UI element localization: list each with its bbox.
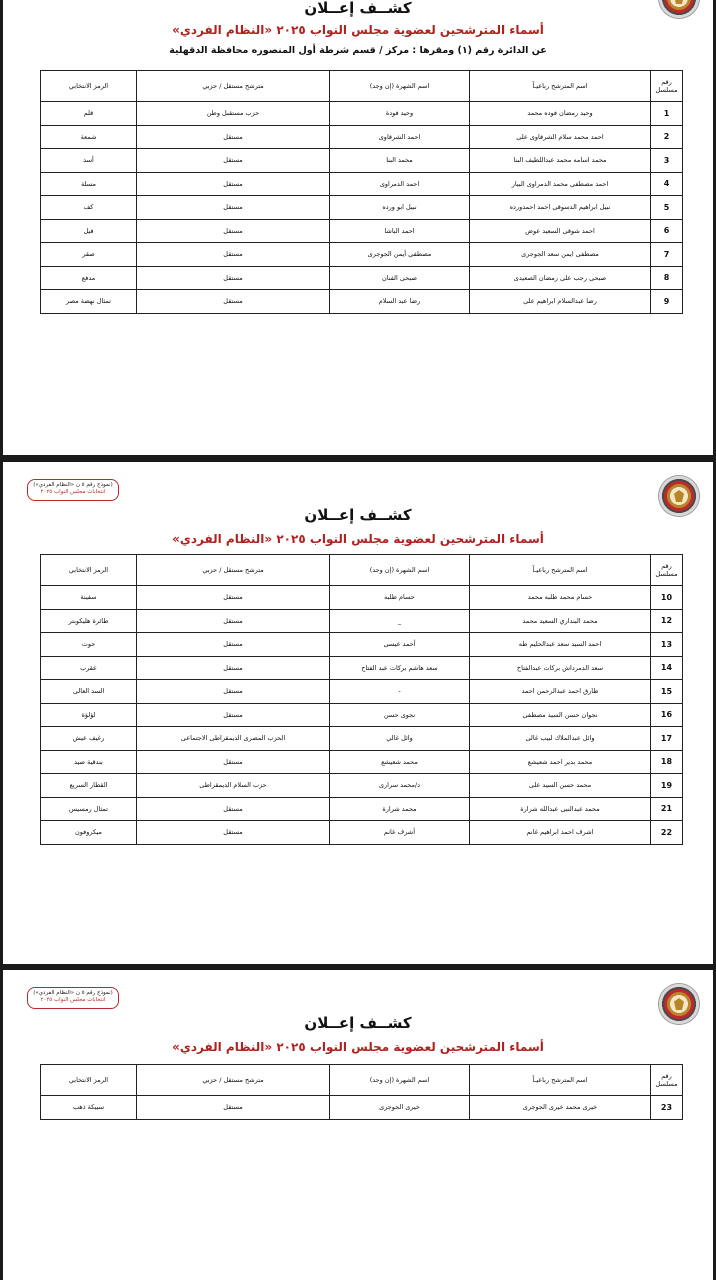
- popular-name-cell: محمد شعيشع: [330, 750, 470, 774]
- candidacy-type-cell: مستقل: [137, 196, 330, 220]
- popular-name-cell: رضا عبد السلام: [330, 290, 470, 314]
- candidate-name-cell: احمد شوقى السعيد عوض: [470, 219, 651, 243]
- sheet-title: كشــف إعــلان: [304, 1014, 412, 1032]
- election-symbol-cell: شمعة: [41, 125, 137, 149]
- popular-name-cell: احمد الشرقاوى: [330, 125, 470, 149]
- row-number-cell: 2: [651, 125, 683, 149]
- district-line: عن الدائرة رقم (١) ومقرها : مركز / قسم شرطة أول المنصوره محافظة الدقهلية: [169, 45, 547, 56]
- table-row: [41, 172, 683, 196]
- candidacy-type-cell: مستقل: [137, 149, 330, 173]
- table-row: [41, 290, 683, 314]
- candidate-name-cell: محمد حسن السيد على: [470, 774, 651, 798]
- election-symbol-cell: عقرب: [41, 656, 137, 680]
- popular-name-cell: أشرف غانم: [330, 821, 470, 845]
- row-number-cell: 13: [651, 633, 683, 657]
- col-fame-header: اسم الشهرة (إن وجد): [330, 1065, 470, 1096]
- election-symbol-cell: بندقية صيد: [41, 750, 137, 774]
- election-symbol-cell: ميكروفون: [41, 821, 137, 845]
- candidacy-type-cell: مستقل: [137, 219, 330, 243]
- col-num-header: رقم مسلسل: [651, 1065, 683, 1096]
- sheet-title: كشــف إعــلان: [304, 506, 412, 524]
- sheet-title: كشــف إعــلان: [304, 0, 412, 17]
- popular-name-cell: سعد هاشم بركات عبد الفتاح: [330, 656, 470, 680]
- candidate-name-cell: صبحى رجب على رمضان الصعيدى: [470, 266, 651, 290]
- form-number-box: [27, 987, 119, 1009]
- table-header-row: [41, 555, 683, 586]
- candidacy-type-cell: مستقل: [137, 680, 330, 704]
- candidate-name-cell: اشرف احمد ابراهيم غانم: [470, 821, 651, 845]
- candidacy-type-cell: مستقل: [137, 750, 330, 774]
- candidacy-type-cell: مستقل: [137, 703, 330, 727]
- candidate-name-cell: رضا عبدالسلام ابراهيم على: [470, 290, 651, 314]
- table-header-row: [41, 71, 683, 102]
- announcement-sheet-2: [3, 462, 713, 964]
- sheet-subtitle: أسماء المترشحين لعضوية مجلس النواب ٢٠٢٥ «النظام الفردي»: [172, 23, 544, 37]
- candidate-name-cell: محمد عبدالنبى عبدالله شرارة: [470, 797, 651, 821]
- table-row: [41, 633, 683, 657]
- election-symbol-cell: لؤلؤة: [41, 703, 137, 727]
- popular-name-cell: صبحى الفنان: [330, 266, 470, 290]
- election-symbol-cell: تمثال نهضة مصر: [41, 290, 137, 314]
- election-symbol-cell: تمثال رمسيس: [41, 797, 137, 821]
- row-number-cell: 15: [651, 680, 683, 704]
- row-number-cell: 6: [651, 219, 683, 243]
- popular-name-cell: -: [330, 680, 470, 704]
- row-number-cell: 21: [651, 797, 683, 821]
- row-number-cell: 19: [651, 774, 683, 798]
- candidate-name-cell: محمد البنداري السعيد محمد: [470, 609, 651, 633]
- table-row: [41, 196, 683, 220]
- form-election-label: انتخابات مجلس النواب ٢٠٢٥: [40, 997, 106, 1003]
- row-number-cell: 18: [651, 750, 683, 774]
- candidate-name-cell: وحيد رمضان فوده محمد: [470, 102, 651, 126]
- election-symbol-cell: سفينة: [41, 586, 137, 610]
- candidacy-type-cell: مستقل: [137, 266, 330, 290]
- sheet-subtitle: أسماء المترشحين لعضوية مجلس النواب ٢٠٢٥ «النظام الفردي»: [172, 1040, 544, 1054]
- candidate-name-cell: حسام محمد طلبه محمد: [470, 586, 651, 610]
- popular-name-cell: احمد الباشا: [330, 219, 470, 243]
- col-type-header: مترشح مستقل / حزبي: [137, 71, 330, 102]
- table-row: [41, 266, 683, 290]
- table-row: [41, 609, 683, 633]
- row-number-cell: 9: [651, 290, 683, 314]
- col-symbol-header: الرمز الانتخابي: [41, 555, 137, 586]
- candidacy-type-cell: مستقل: [137, 586, 330, 610]
- candidate-name-cell: مصطفى ايمن سعد الجوجرى: [470, 243, 651, 267]
- election-symbol-cell: فيل: [41, 219, 137, 243]
- election-symbol-cell: حوت: [41, 633, 137, 657]
- popular-name-cell: خيرى الجوجرى: [330, 1096, 470, 1120]
- election-symbol-cell: كف: [41, 196, 137, 220]
- row-number-cell: 3: [651, 149, 683, 173]
- popular-name-cell: احمد الدمراوى: [330, 172, 470, 196]
- col-type-header: مترشح مستقل / حزبي: [137, 1065, 330, 1096]
- announcement-sheet-1: [3, 0, 713, 455]
- row-number-cell: 12: [651, 609, 683, 633]
- sheet-subtitle: أسماء المترشحين لعضوية مجلس النواب ٢٠٢٥ «النظام الفردي»: [172, 532, 544, 546]
- candidates-table: [40, 70, 683, 314]
- candidacy-type-cell: حزب مستقبل وطن: [137, 102, 330, 126]
- table-row: [41, 125, 683, 149]
- form-number-label: (نموذج رقم ٥ ن «النظام الفردي»): [33, 990, 113, 996]
- election-symbol-cell: طائرة هليكوبتر: [41, 609, 137, 633]
- candidate-name-cell: احمد السيد سعد عبدالحليم طه: [470, 633, 651, 657]
- popular-name-cell: محمد شرارة: [330, 797, 470, 821]
- table-row: [41, 680, 683, 704]
- table-row: [41, 821, 683, 845]
- row-number-cell: 17: [651, 727, 683, 751]
- candidate-name-cell: نبيل ابراهيم الدسوقى احمد احمدورده: [470, 196, 651, 220]
- popular-name-cell: محمد البنا: [330, 149, 470, 173]
- election-symbol-cell: صقر: [41, 243, 137, 267]
- row-number-cell: 5: [651, 196, 683, 220]
- row-number-cell: 7: [651, 243, 683, 267]
- popular-name-cell: أحمد عيسى: [330, 633, 470, 657]
- col-name-header: اسم المترشح رباعيـاً: [470, 71, 651, 102]
- table-row: [41, 219, 683, 243]
- candidacy-type-cell: مستقل: [137, 243, 330, 267]
- form-number-box: [27, 479, 119, 501]
- row-number-cell: 4: [651, 172, 683, 196]
- table-row: [41, 1096, 683, 1120]
- candidacy-type-cell: حزب السلام الديمقراطى: [137, 774, 330, 798]
- election-symbol-cell: السد العالى: [41, 680, 137, 704]
- table-row: [41, 149, 683, 173]
- col-name-header: اسم المترشح رباعيـاً: [470, 1065, 651, 1096]
- popular-name-cell: وائل غالي: [330, 727, 470, 751]
- table-row: [41, 703, 683, 727]
- table-row: [41, 243, 683, 267]
- row-number-cell: 8: [651, 266, 683, 290]
- table-row: [41, 727, 683, 751]
- popular-name-cell: نبيل ابو ورده: [330, 196, 470, 220]
- candidate-name-cell: طارق احمد عبدالرحمن احمد: [470, 680, 651, 704]
- col-symbol-header: الرمز الانتخابي: [41, 71, 137, 102]
- row-number-cell: 23: [651, 1096, 683, 1120]
- candidacy-type-cell: مستقل: [137, 1096, 330, 1120]
- candidacy-type-cell: مستقل: [137, 656, 330, 680]
- election-symbol-cell: مدفع: [41, 266, 137, 290]
- table-row: [41, 750, 683, 774]
- election-symbol-cell: رغيف عيش: [41, 727, 137, 751]
- popular-name-cell: مصطفى أيمن الجوجرى: [330, 243, 470, 267]
- table-row: [41, 102, 683, 126]
- popular-name-cell: نجوى حسن: [330, 703, 470, 727]
- row-number-cell: 10: [651, 586, 683, 610]
- candidate-name-cell: سعد الدمرداش بركات عبدالفتاح: [470, 656, 651, 680]
- candidate-name-cell: محمد بدير احمد شعيشع: [470, 750, 651, 774]
- table-row: [41, 656, 683, 680]
- col-num-header: رقم مسلسل: [651, 71, 683, 102]
- table-row: [41, 586, 683, 610]
- candidate-name-cell: نجوان حسن السيد مصطفى: [470, 703, 651, 727]
- candidacy-type-cell: مستقل: [137, 125, 330, 149]
- col-type-header: مترشح مستقل / حزبي: [137, 555, 330, 586]
- candidate-name-cell: محمد اسامه محمد عبداللطيف البنا: [470, 149, 651, 173]
- popular-name-cell: _: [330, 609, 470, 633]
- candidacy-type-cell: مستقل: [137, 172, 330, 196]
- candidate-name-cell: احمد مصطفى محمد الدمراوى البيار: [470, 172, 651, 196]
- candidacy-type-cell: الحزب المصرى الديمقراطى الاجتماعى: [137, 727, 330, 751]
- election-symbol-cell: قلم: [41, 102, 137, 126]
- candidacy-type-cell: مستقل: [137, 290, 330, 314]
- table-row: [41, 774, 683, 798]
- col-num-header: رقم مسلسل: [651, 555, 683, 586]
- row-number-cell: 1: [651, 102, 683, 126]
- col-fame-header: اسم الشهرة (إن وجد): [330, 555, 470, 586]
- candidacy-type-cell: مستقل: [137, 821, 330, 845]
- form-election-label: انتخابات مجلس النواب ٢٠٢٥: [40, 489, 106, 495]
- row-number-cell: 16: [651, 703, 683, 727]
- col-symbol-header: الرمز الانتخابي: [41, 1065, 137, 1096]
- election-symbol-cell: القطار السريع: [41, 774, 137, 798]
- table-row: [41, 797, 683, 821]
- form-number-label: (نموذج رقم ٥ ن «النظام الفردي»): [33, 482, 113, 488]
- col-name-header: اسم المترشح رباعيـاً: [470, 555, 651, 586]
- candidate-name-cell: خيرى محمد خيرى الجوجرى: [470, 1096, 651, 1120]
- candidate-name-cell: وائل عبدالملاك لبيب غالى: [470, 727, 651, 751]
- row-number-cell: 22: [651, 821, 683, 845]
- popular-name-cell: حسام طلبه: [330, 586, 470, 610]
- election-symbol-cell: أسد: [41, 149, 137, 173]
- col-fame-header: اسم الشهرة (إن وجد): [330, 71, 470, 102]
- election-symbol-cell: مسلة: [41, 172, 137, 196]
- candidate-name-cell: احمد محمد سلام الشرقاوى على: [470, 125, 651, 149]
- announcement-sheet-3: [3, 970, 713, 1280]
- election-symbol-cell: سبيكة ذهب: [41, 1096, 137, 1120]
- popular-name-cell: د/محمد سرارى: [330, 774, 470, 798]
- candidacy-type-cell: مستقل: [137, 797, 330, 821]
- popular-name-cell: وحيد فودة: [330, 102, 470, 126]
- candidates-table: [40, 554, 683, 845]
- row-number-cell: 14: [651, 656, 683, 680]
- candidates-table: [40, 1064, 683, 1120]
- candidacy-type-cell: مستقل: [137, 609, 330, 633]
- table-header-row: [41, 1065, 683, 1096]
- candidacy-type-cell: مستقل: [137, 633, 330, 657]
